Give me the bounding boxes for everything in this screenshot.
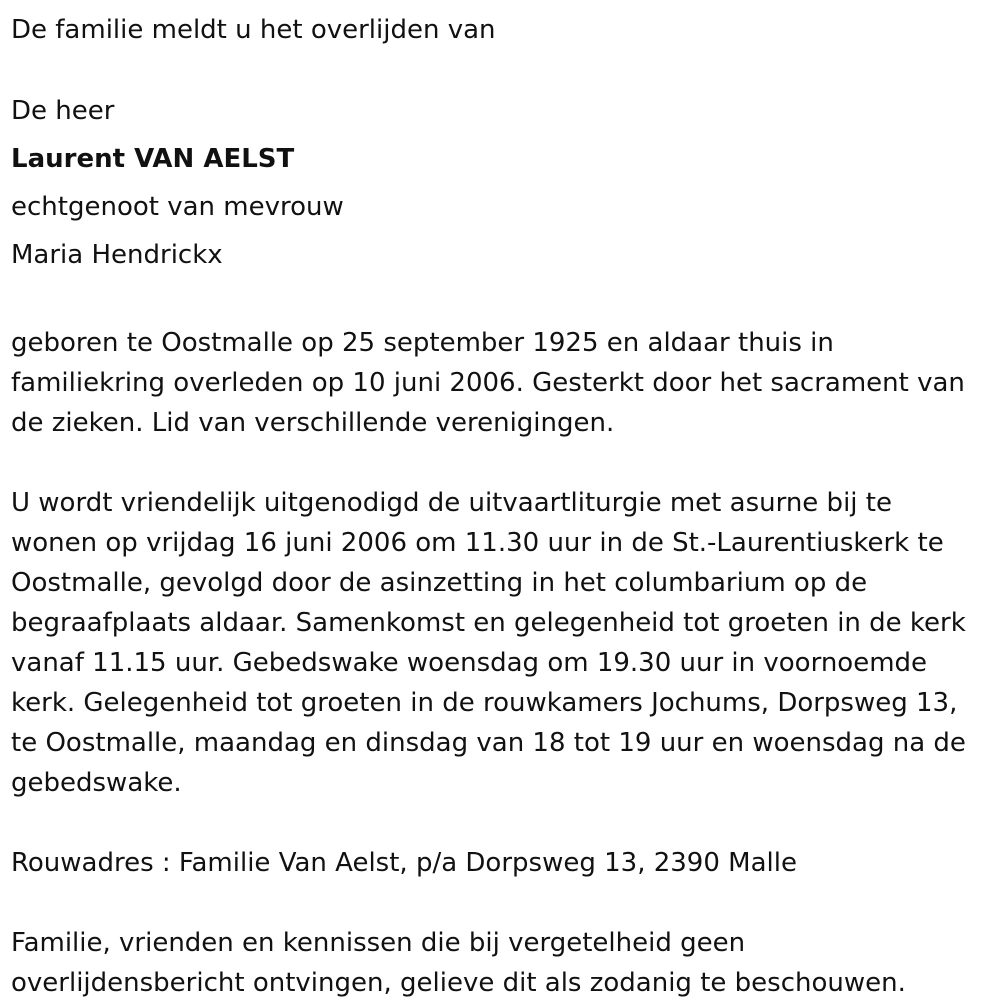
announcement-intro: De familie meldt u het overlijden van bbox=[11, 15, 496, 45]
birth-death-line: geboren te Oostmalle op 25 september 1925 en aldaar thuis in bbox=[11, 328, 834, 358]
closing-paragraph bbox=[11, 923, 996, 1003]
spouse-relation: echtgenoot van mevrouw bbox=[11, 192, 344, 222]
ceremony-line: gebedswake. bbox=[11, 768, 182, 798]
ceremony-line: wonen op vrijdag 16 juni 2006 om 11.30 uur in de St.-Laurentiuskerk te bbox=[11, 528, 944, 558]
ceremony-line: kerk. Gelegenheid tot groeten in de rouwkamers Jochums, Dorpsweg 13, bbox=[11, 688, 958, 718]
closing-line: Familie, vrienden en kennissen die bij vergetelheid geen bbox=[11, 928, 746, 958]
ceremony-line: Oostmalle, gevolgd door de asinzetting in het columbarium op de bbox=[11, 568, 868, 598]
funeral-address: Rouwadres : Familie Van Aelst, p/a Dorpsweg 13, 2390 Malle bbox=[11, 848, 797, 878]
birth-death-line: de zieken. Lid van verschillende verenigingen. bbox=[11, 408, 615, 438]
closing-line: overlijdensbericht ontvingen, gelieve dit als zodanig te beschouwen. bbox=[11, 968, 906, 998]
birth-death-paragraph bbox=[11, 323, 996, 443]
deceased-title: De heer bbox=[11, 96, 115, 126]
ceremony-line: vanaf 11.15 uur. Gebedswake woensdag om 19.30 uur in voornoemde bbox=[11, 648, 928, 678]
ceremony-paragraph bbox=[11, 483, 996, 803]
spouse-name: Maria Hendrickx bbox=[11, 240, 223, 270]
birth-death-line: familiekring overleden op 10 juni 2006. Gesterkt door het sacrament van bbox=[11, 368, 965, 398]
ceremony-line: U wordt vriendelijk uitgenodigd de uitvaartliturgie met asurne bij te bbox=[11, 488, 892, 518]
ceremony-line: begraafplaats aldaar. Samenkomst en gelegenheid tot groeten in de kerk bbox=[11, 608, 966, 638]
deceased-name: Laurent VAN AELST bbox=[11, 144, 295, 174]
ceremony-line: te Oostmalle, maandag en dinsdag van 18 tot 19 uur en woensdag na de bbox=[11, 728, 966, 758]
